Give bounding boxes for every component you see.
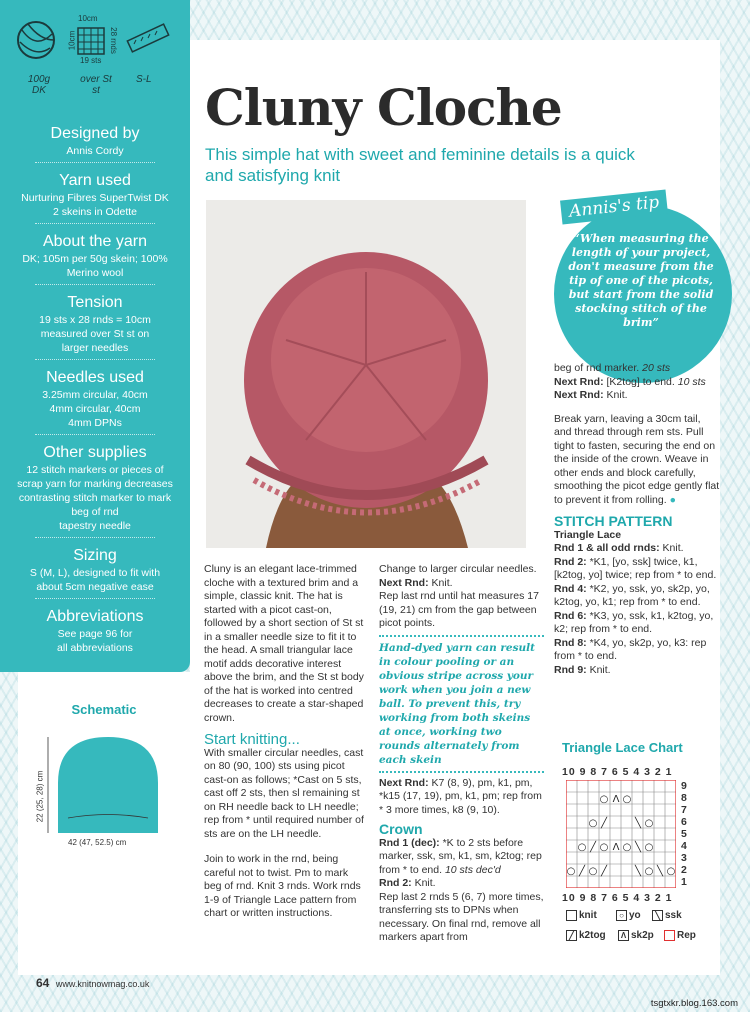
page-subtitle: This simple hat with sweet and feminine details is a quick and satisfying knit xyxy=(205,145,635,185)
sidebar-section-needles xyxy=(0,368,190,435)
instruction-label: Rnd 6: xyxy=(554,609,587,622)
row-number: 8 xyxy=(681,792,687,804)
sidebar-section-about-yarn xyxy=(0,232,190,285)
sidebar-line: Nurturing Fibres SuperTwist DK xyxy=(21,192,169,204)
sidebar-divider xyxy=(35,223,155,224)
instruction-text: *K to 2 sts before marker, ssk, sm, k1, sm, k2tog; rep from * to end. xyxy=(379,836,542,876)
instruction-text: *K1, [yo, ssk] twice, k1, [k2tog, yo] twice; rep from * to end. xyxy=(554,555,717,581)
stitch-count: 10 sts dec'd xyxy=(444,863,501,876)
column-3 xyxy=(554,362,720,677)
sidebar-line: DK; 105m per 50g skein; 100% xyxy=(22,253,168,265)
sidebar-divider xyxy=(35,284,155,285)
sidebar-heading: Sizing xyxy=(73,547,117,564)
svg-text:╲: ╲ xyxy=(634,842,642,853)
start-paragraph-1: With smaller circular needles, cast on 80 (90, 100) sts using picot cast-on as follows; *Cast on 5 sts, cast off 2 sts, then sl remaining st on RH needle back to LH needle; rep from * until required number of sts are on the LH needle. xyxy=(204,746,364,840)
sidebar-section-yarn xyxy=(0,171,190,224)
schematic-heading: Schematic xyxy=(71,702,137,717)
svg-text:○: ○ xyxy=(666,866,676,877)
row-number: 7 xyxy=(681,804,687,816)
legend-sk2p xyxy=(618,930,654,941)
instruction-text: Knit. xyxy=(589,663,611,676)
svg-text:○: ○ xyxy=(622,794,632,805)
legend-label: k2tog xyxy=(579,930,606,942)
svg-text:○: ○ xyxy=(644,818,654,829)
yarn-ball-icon xyxy=(18,22,54,58)
pattern-row xyxy=(554,556,720,583)
pattern-row xyxy=(554,583,720,610)
instruction-label: Next Rnd: xyxy=(554,389,604,401)
instruction-label: Next Rnd: xyxy=(379,776,429,789)
gauge-rnds-label: 28 rnds xyxy=(108,27,118,54)
instruction-label: Next Rnd: xyxy=(554,375,604,388)
instruction-label: Rnd 4: xyxy=(554,582,587,595)
schematic-section xyxy=(18,702,190,848)
svg-text:○: ○ xyxy=(577,842,587,853)
svg-text:╱: ╱ xyxy=(578,866,586,877)
instruction-text: Knit. xyxy=(414,877,436,889)
chart-row-numbers xyxy=(681,780,687,888)
sidebar-line: contrasting stitch marker to mark xyxy=(18,492,172,504)
row-number: 1 xyxy=(681,876,687,888)
ssk-symbol-icon: ╲ xyxy=(652,910,663,921)
sidebar-heading: Abbreviations xyxy=(46,608,144,625)
tip-label: Annis's tip xyxy=(560,190,668,225)
column-2 xyxy=(379,563,544,945)
legend-label: yo xyxy=(629,910,641,922)
sidebar-line: 19 sts x 28 rnds = 10cm xyxy=(39,314,151,326)
sidebar-section-supplies xyxy=(0,443,190,538)
instruction-label: Rnd 1 (dec): xyxy=(379,836,440,849)
tip-text: “When measuring the length of your project, don't measure from the tip of one of the picots, but start from the solid stocking stitch of the brim” xyxy=(568,232,714,329)
start-knitting-heading: Start knitting... xyxy=(204,731,300,748)
sidebar-line: 4mm DPNs xyxy=(68,417,122,429)
dotted-divider xyxy=(379,771,544,773)
svg-text:○: ○ xyxy=(588,866,598,877)
pattern-row xyxy=(554,610,720,637)
col3-paragraph-1 xyxy=(554,413,720,508)
sidebar-sections xyxy=(0,116,190,655)
page-number: 64 xyxy=(36,976,50,990)
sidebar-heading: Other supplies xyxy=(43,444,147,461)
legend-label: Rep xyxy=(677,930,696,942)
sidebar-line: 3.25mm circular, 40cm xyxy=(42,389,148,401)
chart-column-numbers-bottom: 10 9 8 7 6 5 4 3 2 1 xyxy=(562,892,673,904)
instruction-label: Rnd 8: xyxy=(554,636,587,649)
pattern-row xyxy=(554,664,720,678)
instruction-text: beg of rnd marker. xyxy=(554,362,640,374)
sidebar-line: 12 stitch markers or pieces of xyxy=(26,464,164,476)
yarn-weight-label: 100g DK xyxy=(27,74,51,96)
legend-knit xyxy=(566,910,597,921)
svg-text:╱: ╱ xyxy=(589,842,597,853)
sidebar-divider xyxy=(35,598,155,599)
col2-paragraph-1: Change to larger circular needles. xyxy=(379,563,537,575)
legend-k2tog xyxy=(566,930,606,941)
legend-label: ssk xyxy=(665,910,682,922)
k2tog-symbol-icon: ╱ xyxy=(566,930,577,941)
instruction-text: K7 (8, 9), pm, k1, pm, *k15 (17, 19), pm, k1, pm; rep from * 3 more times, k8 (9, 10). xyxy=(379,776,542,816)
dotted-divider xyxy=(379,635,544,637)
pull-quote: Hand-dyed yarn can result in colour pooling or an obvious stripe across your work when you join a new ball. To prevent this, try working from both skeins at once, working two rounds alternately from each skein xyxy=(379,641,535,766)
svg-text:Λ: Λ xyxy=(612,842,620,853)
legend-label: knit xyxy=(579,910,597,922)
svg-text:╲: ╲ xyxy=(656,866,664,877)
svg-text:○: ○ xyxy=(588,818,598,829)
pattern-name: Triangle Lace xyxy=(554,528,622,541)
col3-next-rnd-2 xyxy=(554,389,720,403)
finishing-text: Break yarn, leaving a 30cm tail, and thread through rem sts. Pull tight to fasten, securing the end on the inside of the crown. Weave in other ends and block carefully, smoothing the picot edge gently flat to prevent it from rolling. xyxy=(554,412,720,506)
row-number: 4 xyxy=(681,840,687,852)
schematic-height-label: 22 (25, 28) cm xyxy=(35,770,45,823)
row-number: 6 xyxy=(681,816,687,828)
sidebar-heading: Yarn used xyxy=(59,172,131,189)
svg-text:○: ○ xyxy=(644,842,654,853)
gauge-height-label: 10cm xyxy=(67,30,77,51)
lace-chart-title: Triangle Lace Chart xyxy=(562,740,683,755)
instruction-text: *K3, yo, ssk, k1, k2tog, yo, k2; rep from * to end. xyxy=(554,609,714,635)
yo-symbol-icon: ○ xyxy=(616,910,627,921)
sidebar-line: Merino wool xyxy=(66,267,124,279)
sidebar-line: tapestry needle xyxy=(59,520,131,532)
tape-measure-icon xyxy=(127,24,168,52)
hat-photo xyxy=(206,200,526,548)
row-number: 9 xyxy=(681,780,687,792)
sidebar-line: 4mm circular, 40cm xyxy=(49,403,141,415)
gauge-sts-label: 19 sts xyxy=(80,56,102,65)
gauge-label: over St st xyxy=(80,74,112,96)
column-1 xyxy=(204,563,368,921)
header-icons xyxy=(0,0,190,112)
svg-text:╱: ╱ xyxy=(600,866,608,877)
instruction-text: Knit. xyxy=(606,389,628,401)
instruction-label: Rnd 2: xyxy=(554,555,587,568)
pattern-row xyxy=(554,637,720,664)
sidebar-section-sizing xyxy=(0,546,190,599)
hat-photo-illustration xyxy=(206,200,526,548)
sidebar-heading: Designed by xyxy=(50,125,140,142)
svg-text:○: ○ xyxy=(622,842,632,853)
row-number: 5 xyxy=(681,828,687,840)
sidebar-line: about 5cm negative ease xyxy=(36,581,154,593)
svg-text:╱: ╱ xyxy=(600,818,608,829)
intro-paragraph: Cluny is an elegant lace-trimmed cloche with a textured brim and a simple, classic knit. The hat is started with a picot cast-on, followed by a short section of St st in a smaller needle size to fit it to the head. A small triangular lace motif adds decorative interest above the brim, and the St st body of the hat is worked into centred decreases to create a star-shaped crown. xyxy=(204,563,364,724)
crown-heading: Crown xyxy=(379,821,423,837)
instruction-text: *K2, yo, ssk, yo, sk2p, yo, k2tog, yo, k1; rep from * to end. xyxy=(554,582,710,608)
lace-chart-grid xyxy=(566,780,676,888)
pattern-row xyxy=(554,542,720,556)
crown-rnd-2 xyxy=(379,877,544,891)
sidebar-line: See page 96 for xyxy=(57,628,133,640)
legend-rep xyxy=(664,930,696,941)
sidebar-line: larger needles xyxy=(61,342,129,354)
sidebar-line: all abbreviations xyxy=(57,642,133,654)
knit-symbol-icon xyxy=(566,910,577,921)
stitch-count: 20 sts xyxy=(642,362,671,374)
row-number: 3 xyxy=(681,852,687,864)
svg-text:○: ○ xyxy=(644,866,654,877)
instruction-label: Rnd 2: xyxy=(379,877,412,889)
col2-next-rnd xyxy=(379,577,544,591)
schematic-width-label: 42 (47, 52.5) cm xyxy=(68,838,127,847)
sidebar-divider xyxy=(35,359,155,360)
sidebar-heading: Needles used xyxy=(46,369,144,386)
legend-yo xyxy=(616,910,641,921)
page-title: Cluny Cloche xyxy=(205,78,562,137)
sidebar-line: S (M, L), designed to fit with xyxy=(29,567,161,579)
rep-symbol-icon xyxy=(664,930,675,941)
col3-paragraph-0 xyxy=(554,362,720,376)
page-footer xyxy=(36,976,149,990)
sidebar-line: scrap yarn for marking decreases xyxy=(17,478,173,490)
start-paragraph-2: Join to work in the rnd, being careful not to twist. Pm to mark beg of rnd. Knit 3 rnds. Work rnds 1-9 of Triangle Lace pattern from chart or written instructions. xyxy=(204,853,361,919)
svg-text:╲: ╲ xyxy=(634,866,642,877)
col2-paragraph-2: Rep last rnd until hat measures 17 (19, 21) cm from the gap between picot points. xyxy=(379,590,539,629)
instruction-label: Next Rnd: xyxy=(379,576,429,589)
crown-rnd-1 xyxy=(379,837,544,878)
sk2p-symbol-icon: Λ xyxy=(618,930,629,941)
sidebar-section-designer xyxy=(0,124,190,163)
watermark: tsgtxkr.blog.163.com xyxy=(650,998,738,1009)
instruction-text: [K2tog] to end. xyxy=(606,375,675,388)
sidebar-line: measured over St st on xyxy=(40,328,150,340)
sidebar-divider xyxy=(35,537,155,538)
legend-ssk xyxy=(652,910,682,921)
website-link[interactable]: www.knitnowmag.co.uk xyxy=(55,979,150,989)
instruction-label: Rnd 1 & all odd rnds: xyxy=(554,542,660,554)
col2-paragraph-3: Rep last 2 rnds 5 (6, 7) more times, transferring sts to DPNs when necessary. On final rnd, remove all markers apart from xyxy=(379,890,544,943)
end-dot-icon: ● xyxy=(669,493,676,506)
instruction-text: *K4, yo, sk2p, yo, k3: rep from * to end. xyxy=(554,636,707,662)
sidebar-line: 2 skeins in Odette xyxy=(52,206,138,218)
gauge-width-label: 10cm xyxy=(78,14,98,23)
svg-text:○: ○ xyxy=(566,866,576,877)
legend-label: sk2p xyxy=(631,930,654,942)
sidebar-line: Annis Cordy xyxy=(66,145,124,157)
instruction-text: Knit. xyxy=(662,542,684,554)
hat-shape xyxy=(58,737,158,833)
stitch-count: 10 sts xyxy=(677,375,706,388)
sidebar-heading: Tension xyxy=(67,294,123,311)
sidebar-section-tension xyxy=(0,293,190,360)
instruction-label: Rnd 9: xyxy=(554,663,587,676)
svg-text:╲: ╲ xyxy=(634,818,642,829)
stitch-pattern-heading: STITCH PATTERN xyxy=(554,513,673,529)
svg-text:○: ○ xyxy=(599,842,609,853)
sidebar-line: beg of rnd xyxy=(71,506,119,518)
sidebar-section-abbreviations xyxy=(0,607,190,655)
col2-next-rnd-2 xyxy=(379,777,544,818)
svg-text:○: ○ xyxy=(599,794,609,805)
info-sidebar xyxy=(0,0,190,672)
row-number: 2 xyxy=(681,864,687,876)
chart-column-numbers-top: 10 9 8 7 6 5 4 3 2 1 xyxy=(562,766,673,778)
sidebar-divider xyxy=(35,434,155,435)
gauge-grid-icon xyxy=(78,28,104,54)
col3-next-rnd xyxy=(554,376,720,390)
sidebar-divider xyxy=(35,162,155,163)
instruction-text: Knit. xyxy=(431,576,453,589)
sidebar-heading: About the yarn xyxy=(42,233,148,250)
svg-text:Λ: Λ xyxy=(612,794,620,805)
size-range-label: S-L xyxy=(136,74,152,85)
